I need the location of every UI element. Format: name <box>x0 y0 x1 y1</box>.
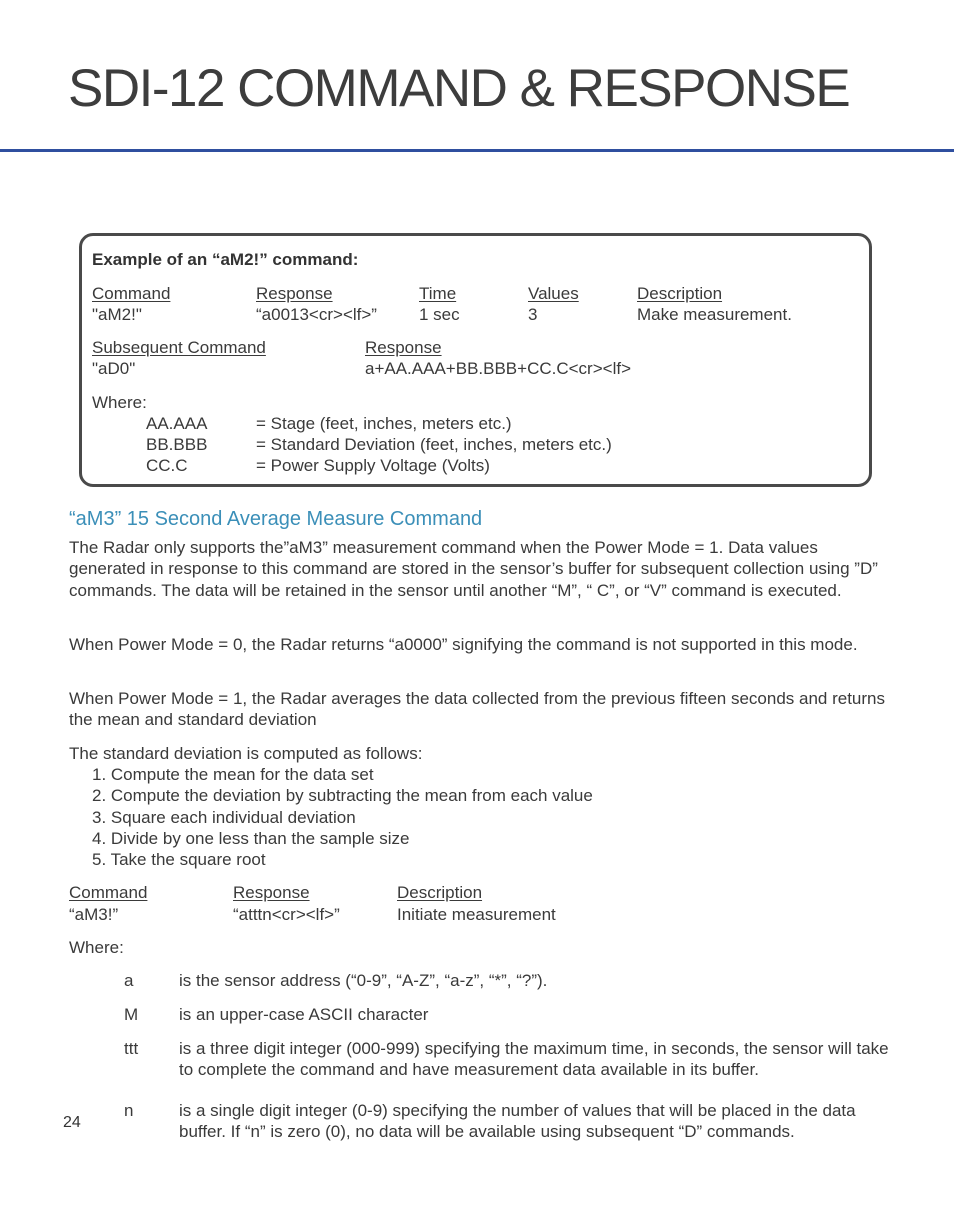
definition-text: is a three digit integer (000-999) specifying the maximum time, in seconds, the sensor will take to complete the command and have measurement data available in its buffer. <box>179 1039 889 1080</box>
table1-header-values: Values <box>528 284 579 303</box>
definition-term: M <box>124 1005 139 1024</box>
title-divider <box>0 149 954 152</box>
page-number: 24 <box>63 1114 81 1131</box>
table2-header-subsequent-command: Subsequent Command <box>92 338 266 357</box>
paragraph: When Power Mode = 0, the Radar returns “a0000” signifying the command is not supported in this mode. <box>69 635 858 654</box>
cmd-cell-description: Initiate measurement <box>397 905 556 924</box>
definition-term: a <box>124 971 134 990</box>
where-definition: = Standard Deviation (feet, inches, meters etc.) <box>256 435 612 454</box>
list-item: 2. Compute the deviation by subtracting the mean from each value <box>92 786 593 806</box>
section-heading: “aM3” 15 Second Average Measure Command <box>69 508 483 530</box>
paragraph: When Power Mode = 1, the Radar averages the data collected from the previous fifteen seconds and returns the mean and standard deviation <box>69 689 885 730</box>
definition-text: is the sensor address (“0-9”, “A-Z”, “a-z”, “*”, “?”). <box>179 971 548 990</box>
table1-header-time: Time <box>419 284 457 303</box>
where-term: BB.BBB <box>146 435 208 454</box>
cmd-cell-response: “atttn<cr><lf>” <box>233 905 340 924</box>
definition-term: n <box>124 1101 134 1120</box>
section-where-label: Where: <box>69 938 124 957</box>
table2-cell-command: "aD0" <box>92 359 136 378</box>
cmd-cell-command: “aM3!” <box>69 905 119 924</box>
example-where-label: Where: <box>92 393 147 412</box>
std-dev-steps <box>92 764 593 870</box>
table1-cell-values: 3 <box>528 305 538 324</box>
list-item: 4. Divide by one less than the sample size <box>92 828 410 848</box>
where-definition: = Stage (feet, inches, meters etc.) <box>256 414 512 433</box>
cmd-header-description: Description <box>397 883 483 902</box>
page-title: SDI-12 COMMAND & RESPONSE <box>68 59 850 118</box>
definition-text: is a single digit integer (0-9) specifying the number of values that will be placed in the data buffer. If “n” is zero (0), no data will be available using subsequent “D” commands. <box>179 1101 856 1142</box>
table1-cell-response: “a0013<cr><lf>” <box>256 305 377 324</box>
table1-header-description: Description <box>637 284 723 303</box>
paragraph: The standard deviation is computed as follows: <box>69 744 423 763</box>
cmd-header-command: Command <box>69 883 148 902</box>
table1-header-response: Response <box>256 284 333 303</box>
table2-cell-response: a+AA.AAA+BB.BBB+CC.C<cr><lf> <box>365 359 631 378</box>
definition-text: is an upper-case ASCII character <box>179 1005 429 1024</box>
where-term: CC.C <box>146 456 188 475</box>
table1-cell-command: "aM2!" <box>92 305 142 324</box>
example-heading: Example of an “aM2!” command: <box>92 250 359 269</box>
table1-header-command: Command <box>92 284 171 303</box>
list-item: 1. Compute the mean for the data set <box>92 765 374 784</box>
paragraph: The Radar only supports the”aM3” measurement command when the Power Mode = 1. Data values generated in response to this command are stored in the sensor’s buffer for subsequent collection using ”D” commands. The data will be retained in the sensor until another “M”, “ C”, or “V” command is executed. <box>69 538 878 600</box>
table2-header-response: Response <box>365 338 442 357</box>
list-item: 3. Square each individual deviation <box>92 807 356 827</box>
table1-cell-time: 1 sec <box>419 305 460 324</box>
list-item: 5. Take the square root <box>92 850 266 870</box>
table1-cell-description: Make measurement. <box>637 305 792 324</box>
cmd-header-response: Response <box>233 883 310 902</box>
definition-term: ttt <box>124 1039 139 1058</box>
where-term: AA.AAA <box>146 414 208 433</box>
where-definition: = Power Supply Voltage (Volts) <box>256 456 490 475</box>
